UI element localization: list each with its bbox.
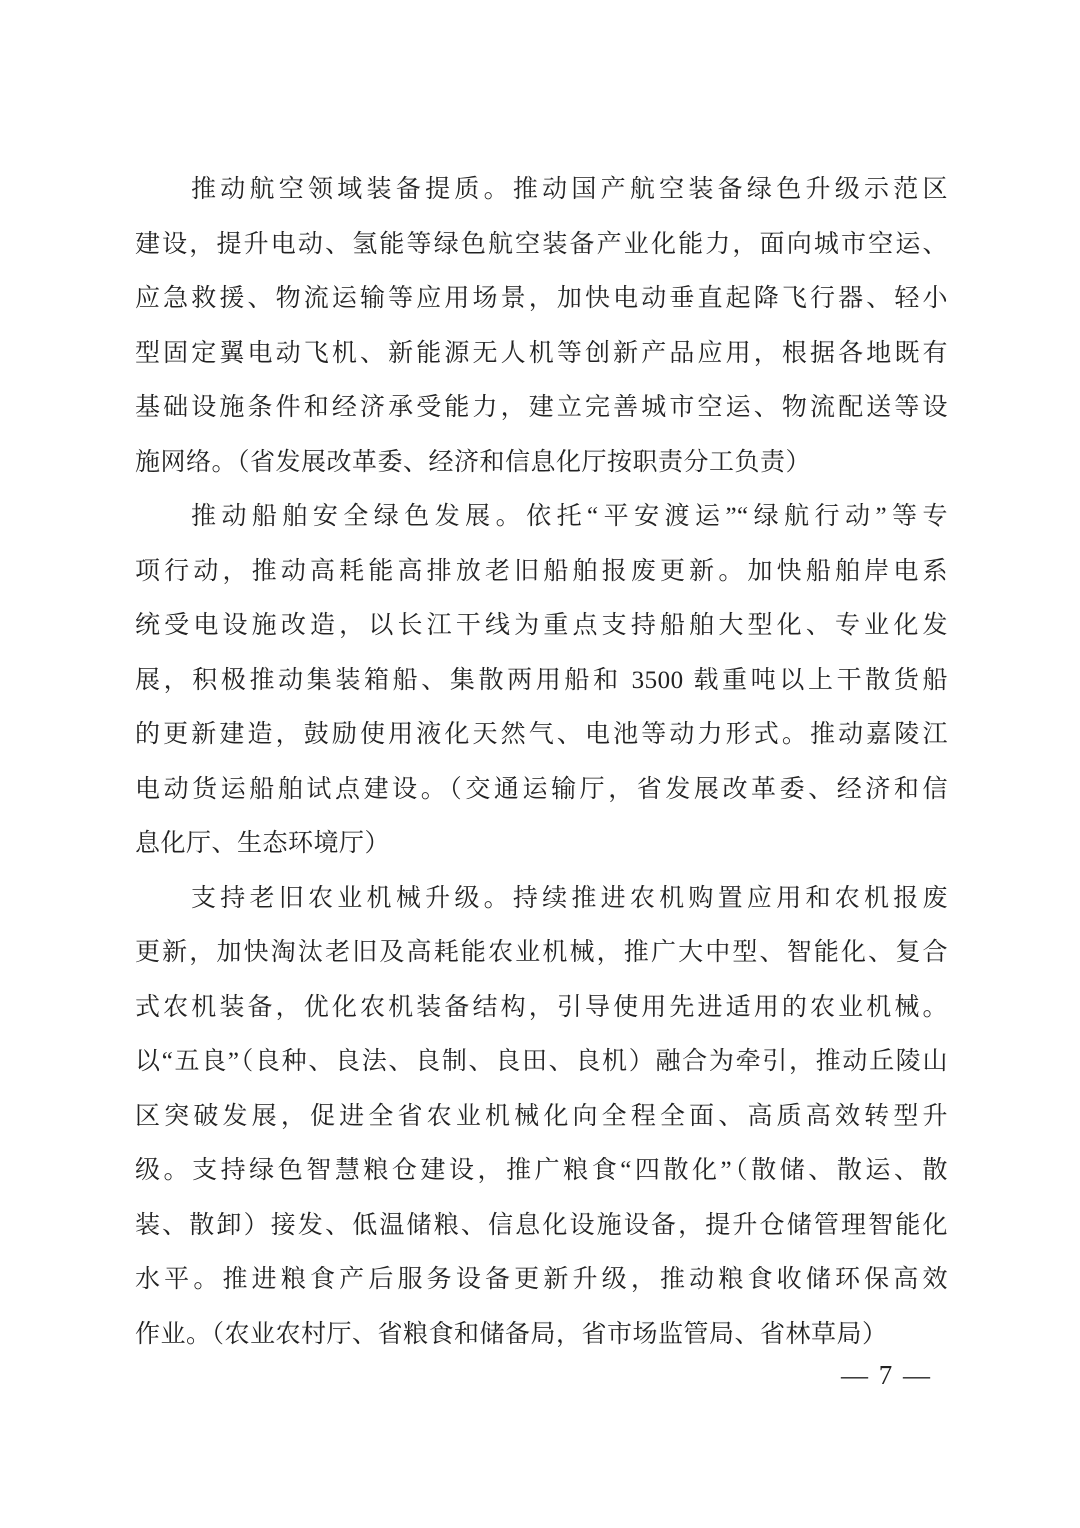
text-line: 息化厅、生态环境厅） (135, 830, 391, 857)
text-line: 支持老旧农业机械升级。持续推进农机购置应用和农机报废 (191, 884, 948, 912)
text-line: 应急救援、物流运输等应用场景，加快电动垂直起降飞行器、轻小 (135, 285, 948, 312)
text-line: 推动航空领域装备提质。推动国产航空装备绿色升级示范区 (191, 176, 948, 203)
text-line: 建设，提升电动、氢能等绿色航空装备产业化能力，面向城市空运、 (135, 230, 948, 258)
text-line: 展，积极推动集装箱船、集散两用船和 3500 载重吨以上干散货船 (135, 666, 948, 694)
text-line: 水平。推进粮食产后服务设备更新升级，推动粮食收储环保高效 (135, 1266, 948, 1293)
text-line: 的更新建造，鼓励使用液化天然气、电池等动力形式。推动嘉陵江 (135, 721, 948, 748)
text-line: 施网络。（省发展改革委、经济和信息化厅按职责分工负责） (135, 448, 812, 476)
text-line: 型固定翼电动飞机、新能源无人机等创新产品应用，根据各地既有 (135, 339, 948, 367)
text-line: 电动货运船舶试点建设。（交通运输厅，省发展改革委、经济和信 (135, 775, 948, 803)
text-line: 作业。（农业农村厅、省粮食和储备局，省市场监管局、省林草局） (135, 1320, 888, 1348)
document-body (135, 163, 948, 1362)
text-line: 推动船舶安全绿色发展。依托“平安渡运”“绿航行动”等专 (191, 503, 948, 530)
text-line: 区突破发展，促进全省农业机械化向全程全面、高质高效转型升 (135, 1102, 948, 1130)
text-line: 级。支持绿色智慧粮仓建设，推广粮食“四散化”（散储、散运、散 (135, 1157, 948, 1184)
text-line: 更新，加快淘汰老旧及高耗能农业机械，推广大中型、智能化、复合 (135, 939, 948, 966)
text-line: 统受电设施改造，以长江干线为重点支持船舶大型化、专业化发 (135, 612, 948, 639)
paragraph-agricultural-machinery (135, 872, 948, 1363)
page-number: — 7 — (841, 1360, 932, 1390)
text-line: 装、散卸）接发、低温储粮、信息化设施设备，提升仓储管理智能化 (135, 1211, 948, 1239)
text-line: 以“五良”（良种、良法、良制、良田、良机）融合为牵引，推动丘陵山 (135, 1048, 948, 1075)
paragraph-ship-green-development (135, 490, 948, 872)
text-line: 项行动，推动高耗能高排放老旧船舶报废更新。加快船舶岸电系 (135, 557, 948, 585)
text-line: 基础设施条件和经济承受能力，建立完善城市空运、物流配送等设 (135, 394, 948, 421)
paragraph-aviation-equipment (135, 163, 948, 490)
text-line: 式农机装备，优化农机装备结构，引导使用先进适用的农业机械。 (135, 993, 948, 1021)
